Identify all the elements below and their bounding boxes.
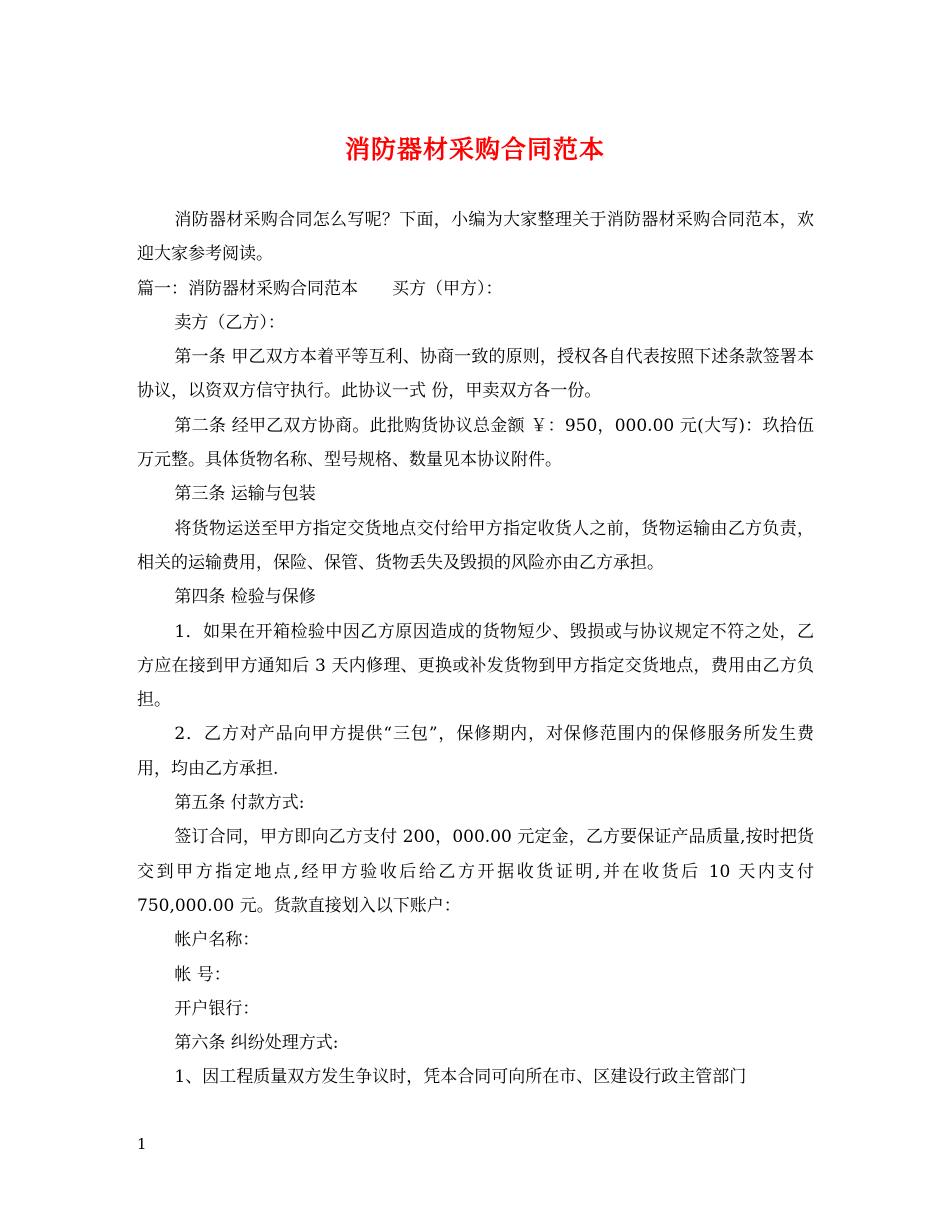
document-paragraph: 开户银行： [174,998,260,1019]
document-paragraph: 帐户名称： [174,930,260,951]
document-paragraph: 签订合同，甲方即向乙方支付 200，000.00 元定金，乙方要保证产品质量,按时把货交到甲方指定地点,经甲方验收后给乙方开据收货证明,并在收货后 10 天内支付 750,000.00 元。货款直接划入以下账户： [137,827,820,916]
document-paragraph: 第六条 纠纷处理方式: [174,1033,339,1054]
document-paragraph: 第一条 甲乙双方本着平等互利、协商一致的原则，授权各自代表按照下述条款签署本协议，以资双方信守执行。此协议一式 份，甲卖双方各一份。 [137,347,814,402]
document-paragraph: 1．如果在开箱检验中因乙方原因造成的货物短少、毁损或与协议规定不符之处，乙方应在接到甲方通知后 3 天内修理、更换或补发货物到甲方指定交货地点，费用由乙方负担。 [137,621,814,711]
page-number: 1 [137,1135,147,1153]
document-title: 消防器材采购合同范本 [344,135,605,164]
document-paragraph: 卖方（乙方）： [174,312,285,333]
document-paragraph: 第二条 经甲乙双方协商。此批购货协议总金额 ￥：950，000.00 元(大写)：玖拾伍万元整。具体货物名称、型号规格、数量见本协议附件。 [137,415,814,471]
document-paragraph: 第四条 检验与保修 [174,587,316,608]
document-paragraph: 1、因工程质量双方发生争议时，凭本合同可向所在市、区建设行政主管部门 [174,1067,747,1088]
document-paragraph: 第五条 付款方式: [174,793,305,814]
document-paragraph: 篇一：消防器材采购合同范本 买方（甲方）： [137,278,503,299]
document-paragraph: 消防器材采购合同怎么写呢？下面，小编为大家整理关于消防器材采购合同范本，欢迎大家参考阅读。 [137,210,814,265]
document-body [137,203,820,1095]
document-paragraph: 2．乙方对产品向甲方提供“三包”，保修期内，对保修范围内的保修服务所发生费用，均由乙方承担. [137,724,814,779]
document-paragraph: 第三条 运输与包装 [174,484,316,505]
document-paragraph: 将货物运送至甲方指定交货地点交付给甲方指定收货人之前，货物运输由乙方负责，相关的运输费用，保险、保管、货物丢失及毁损的风险亦由乙方承担。 [137,518,814,573]
document-paragraph: 帐 号： [174,964,231,985]
